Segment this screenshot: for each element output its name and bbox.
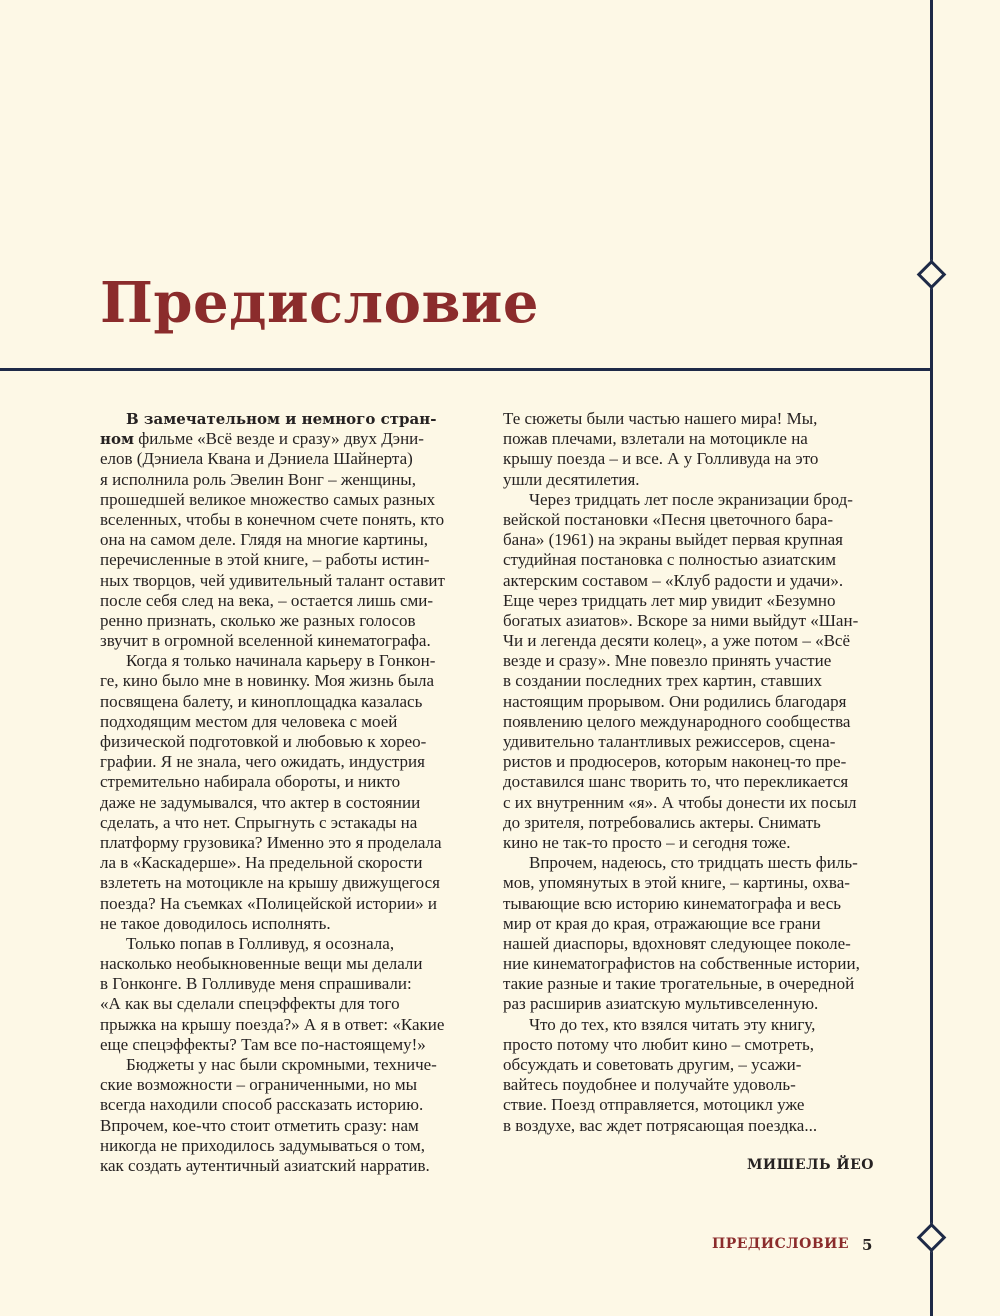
text-line: тывающие всю историю кинематографа и весь [503,893,842,913]
text-line: бана» (1961) на экраны выйдет первая крупная [503,530,843,550]
text-line: прыжка на крышу поезда?» А я в ответ: «Какие [100,1014,445,1034]
text-line: нашей диаспоры, вдохновят следующее поколе- [503,933,851,953]
text-line: Еще через тридцать лет мир увидит «Безумно [503,590,836,610]
text-line: даже не задумывался, что актер в состоянии [100,792,421,812]
text-line: доставился шанс творить то, что перекликается [503,772,849,792]
text-line: ские возможности – ограниченными, но мы [100,1075,418,1095]
text-line: после себя след на века, – остается лишь сми- [100,590,434,610]
text-line: пожав плечами, взлетали на мотоцикле на [503,429,808,449]
text-line: как создать аутентичный азиатский нарратив. [100,1155,430,1175]
text-line: физической подготовкой и любовью к хорео- [100,732,427,751]
title-horizontal-rule [0,368,933,371]
text-line: я исполнила роль Эвелин Вонг – женщины, [100,469,416,489]
text-line: ла в «Каскадерше». На предельной скорости [100,853,423,873]
text-line: прошедшей великое множество самых разных [100,489,436,509]
text-line [100,429,472,449]
text-line: раз расширив азиатскую мультивселенную. [503,994,819,1014]
lead-in-bold: В замечательном и немного стран- [126,410,437,428]
text-line: в Гонконге. В Голливуде меня спрашивали: [100,974,412,994]
text-line: звучит в огромной вселенной кинематографа. [100,631,431,651]
right-text-column [503,409,875,1136]
running-footer-label: ПРЕДИСЛОВИЕ [712,1236,850,1252]
text-line: ристов и продюсеров, которым наконец-то пре- [503,752,847,772]
diamond-ornament-bottom [917,1223,947,1253]
text-line: никогда не приходилось задумываться о том, [100,1135,426,1155]
text-line: просто потому что любит кино – смотреть, [503,1034,815,1054]
text-line: всегда находили способ рассказать историю. [100,1095,424,1115]
text-line: ных творцов, чей удивительный талант оставит [100,570,445,590]
text-line: еще спецэффекты? Там все по-настоящему!» [100,1034,426,1054]
page-number: 5 [862,1236,873,1254]
text-line: актерским составом – «Клуб радости и удачи». [503,570,844,590]
text-line: вейской постановки «Песня цветочного бара- [503,509,833,529]
text-line: ствие. Поезд отправляется, мотоцикл уже [503,1095,805,1115]
text-line: Бюджеты у нас были скромными, техниче- [126,1055,437,1074]
text-line: вайтесь поудобнее и получайте удоволь- [503,1075,796,1095]
text-line [100,409,472,429]
text-line: обсуждать и советовать другим, – усажи- [503,1055,802,1074]
text-line: Впрочем, надеюсь, сто тридцать шесть филь- [529,853,858,873]
text-line: удивительно талантливых режиссеров, сцена- [503,732,836,751]
lead-in-bold-continued: ном [100,430,135,449]
text-line: сделать, а что нет. Спрыгнуть с эстакады на [100,812,418,832]
text-line: крышу поезда – и все. А у Голливуда на это [503,449,819,469]
text-line: насколько необыкновенные вещи мы делали [100,954,423,974]
text-line: в создании последних трех картин, ставших [503,671,823,691]
text-line: Что до тех, кто взялся читать эту книгу, [529,1014,816,1034]
page-title: Предисловие [100,270,540,336]
text-line: Те сюжеты были частью нашего мира! Мы, [503,409,818,428]
text-line: везде и сразу». Мне повезло принять участие [503,651,832,671]
text-line: появлению целого международного сообщества [503,711,851,731]
left-text-column [100,409,472,1176]
text-line: до зрителя, потребовались актеры. Снимать [503,812,821,832]
text-line: платформу грузовика? Именно это я проделала [100,832,442,852]
text-line: в воздухе, вас ждет потрясающая поездка... [503,1115,818,1135]
text-line: мов, упомянутых в этой книге, – картины, охва- [503,873,850,893]
text-line: вселенных, чтобы в конечном счете понять, кто [100,509,445,529]
text-line-rest: фильме «Всё везде и сразу» двух Дэни- [134,429,424,449]
diamond-ornament-top [917,260,947,290]
text-line: она на самом деле. Глядя на многие картины, [100,530,429,550]
text-line: стремительно набирала обороты, и никто [100,772,401,792]
text-line: ушли десятилетия. [503,469,640,489]
text-line: взлететь на мотоцикле на крышу движущегося [100,873,440,893]
text-line: подходящим местом для человека с моей [100,711,398,731]
text-line: мир от края до края, отражающие все грани [503,913,821,933]
text-line: такие разные и такие трогательные, в очередной [503,974,855,994]
text-line: богатых азиатов». Вскоре за ними выйдут «Шан- [503,610,859,630]
text-line: Только попав в Голливуд, я осознала, [126,933,395,953]
text-line: графии. Я не знала, чего ожидать, индустрия [100,752,425,772]
text-line: Через тридцать лет после экранизации брод- [529,489,853,509]
author-signature: МИШЕЛЬ ЙЕО [746,1157,874,1173]
text-line: елов (Дэниела Квана и Дэниела Шайнерта) [100,449,413,469]
text-line: ренно признать, сколько же разных голосов [100,610,416,630]
right-vertical-rule [930,0,933,1316]
text-line: не такое доводилось исполнять. [100,913,331,933]
text-line: кино не так-то просто – и сегодня тоже. [503,832,791,852]
text-line: с их внутренним «я». А чтобы донести их посыл [503,792,857,812]
text-line: студийная постановка с полностью азиатским [503,550,837,570]
text-line: посвящена балету, и киноплощадка казалась [100,691,423,711]
text-line: Чи и легенда десяти колец», а уже потом – «Всё [503,631,850,651]
text-line: ние кинематографистов на собственные истории, [503,954,860,974]
text-line: Когда я только начинала карьеру в Гонкон- [126,651,436,671]
text-line: поезда? На съемках «Полицейской истории» и [100,893,438,913]
text-line: ге, кино было мне в новинку. Моя жизнь была [100,671,435,691]
text-line: Впрочем, кое-что стоит отметить сразу: нам [100,1115,419,1135]
text-line: «А как вы сделали спецэффекты для того [100,994,400,1014]
text-line: перечисленные в этой книге, – работы истин- [100,550,430,570]
text-line: настоящим прорывом. Они родились благодаря [503,691,847,711]
